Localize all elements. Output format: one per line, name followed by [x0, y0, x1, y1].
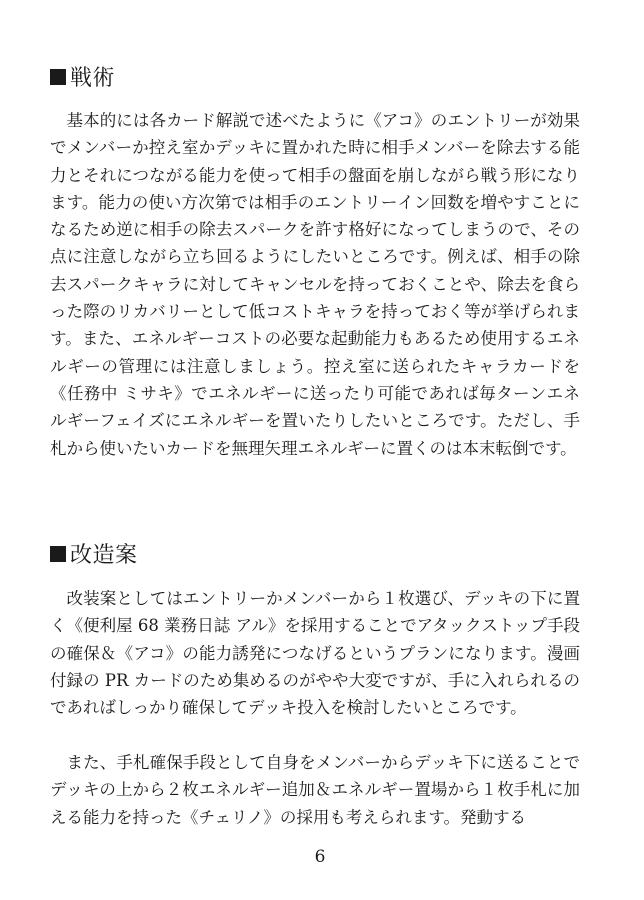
modification-paragraph-1: 改装案としてはエントリーかメンバーから１枚選び、デッキの下に置く《便利屋 68 業務日誌 アル》を採用することでアタックストップ手段の確保＆《アコ》の能力誘発につなげるというプランになります。漫画付録の PR カードのため集めるのがやや大変ですが、手に入れられるのであればしっかり確保してデッキ投入を検討したいところです。 [50, 589, 580, 718]
section-heading-text: 戦術 [70, 66, 116, 91]
page-number: 6 [314, 847, 326, 867]
square-bullet-icon [50, 69, 66, 85]
document-page [50, 0, 600, 900]
section-heading-text: 改造案 [70, 543, 138, 568]
tactics-paragraph: 基本的には各カード解説で述べたように《アコ》のエントリーが効果でメンバーか控え室かデッキに置かれた時に相手メンバーを除去する能力とそれにつながる能力を使って相手の盤面を崩しながら戦う形になります。能力の使い方次第では相手のエントリーイン回数を増やすことになるため逆に相手の除去スパークを許す格好になってしまうので、その点に注意しながら立ち回るようにしたいところです。例えば、相手の除去スパークキャラに対してキャンセルを持っておくことや、除去を食らった際のリカバリーとして低コストキャラを持っておく等が挙げられます。また、エネルギーコストの必要な起動能力もあるため使用するエネルギーの管理には注意しましょう。控え室に送られたキャラカードを《任務中 ミサキ》でエネルギーに送ったり可能であれば毎ターンエネルギーフェイズにエネルギーを置いたりしたいところです。ただし、手札から使いたいカードを無理矢理エネルギーに置くのは本末転倒です。 [50, 111, 580, 458]
section-heading-modification [50, 541, 138, 571]
square-bullet-icon [50, 546, 66, 562]
section-heading-tactics [50, 64, 115, 94]
modification-paragraph-2: また、手札確保手段として自身をメンバーからデッキ下に送ることでデッキの上から２枚エネルギー追加＆エネルギー置場から１枚手札に加える能力を持った《チェリノ》の採用も考えられます。発動する [50, 753, 580, 827]
